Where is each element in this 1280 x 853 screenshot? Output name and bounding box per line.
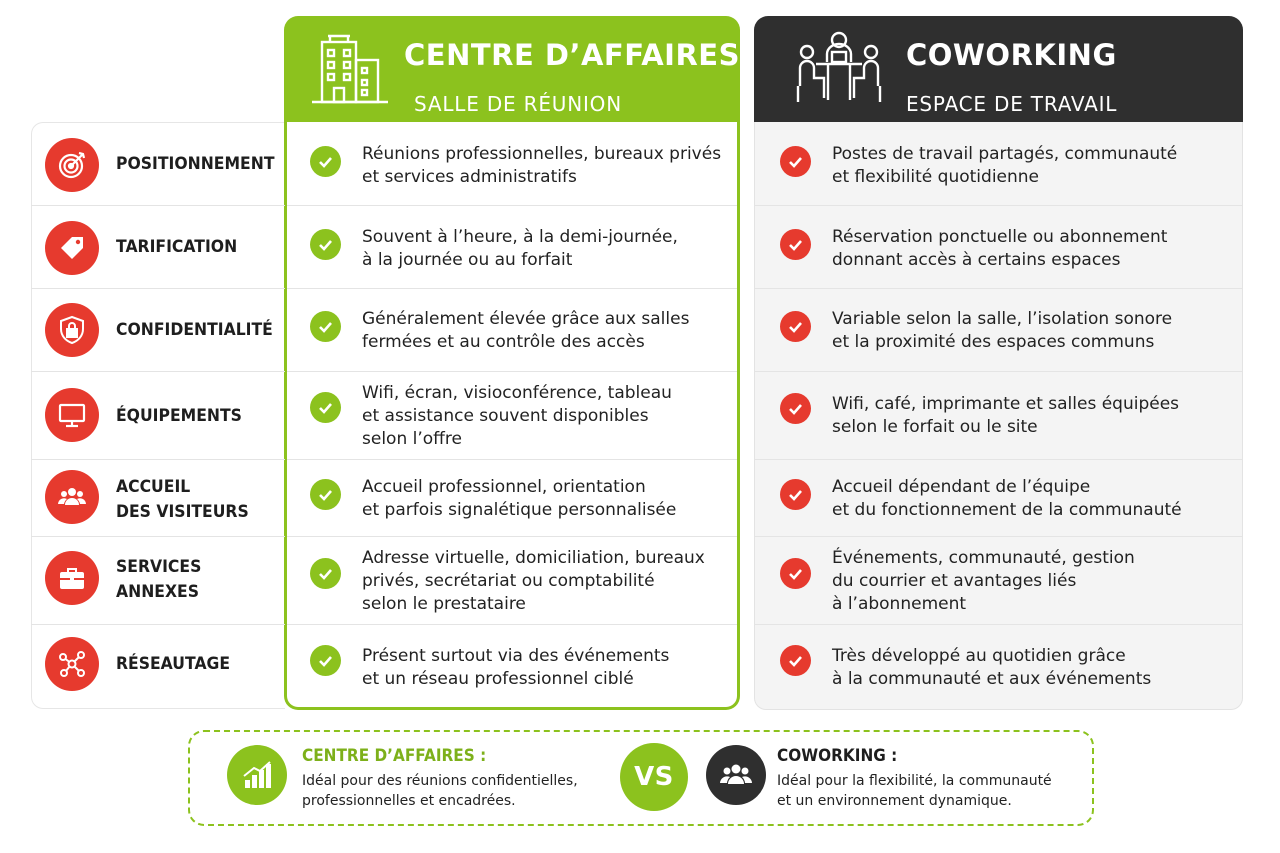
group-icon bbox=[45, 470, 99, 524]
price-tag-icon bbox=[45, 221, 99, 275]
check-icon bbox=[780, 146, 811, 177]
row-divider bbox=[287, 371, 737, 372]
check-icon bbox=[310, 229, 341, 260]
vs-badge: VS bbox=[620, 743, 688, 811]
coworking-subtitle: ESPACE DE TRAVAIL bbox=[906, 92, 1118, 116]
centre-affaires-header bbox=[284, 16, 740, 122]
centre-affaires-title: CENTRE D’AFFAIRES bbox=[404, 38, 740, 72]
people-at-table-icon bbox=[794, 30, 884, 106]
coworking-cell: Très développé au quotidien grâce à la communauté et aux événements bbox=[832, 646, 1152, 689]
centre-affaires-cell: Souvent à l’heure, à la demi-journée, à la journée ou au forfait bbox=[362, 227, 678, 270]
building-icon bbox=[310, 32, 392, 104]
centre-affaires-cell: Généralement élevée grâce aux salles fermées et au contrôle des accès bbox=[362, 309, 690, 352]
row-divider bbox=[287, 536, 737, 537]
row-divider bbox=[755, 288, 1242, 289]
shield-lock-icon bbox=[45, 303, 99, 357]
row-divider bbox=[755, 205, 1242, 206]
coworking-cell: Accueil dépendant de l’équipe et du fonctionnement de la communauté bbox=[832, 477, 1182, 520]
check-icon bbox=[310, 479, 341, 510]
check-icon bbox=[310, 645, 341, 676]
coworking-cell: Postes de travail partagés, communauté et flexibilité quotidienne bbox=[832, 144, 1178, 187]
row-divider bbox=[31, 459, 285, 460]
coworking-title: COWORKING bbox=[906, 38, 1117, 72]
centre-affaires-subtitle: SALLE DE RÉUNION bbox=[414, 92, 622, 116]
category-label: POSITIONNEMENT bbox=[116, 154, 275, 174]
centre-affaires-cell: Réunions professionnelles, bureaux privés et services administratifs bbox=[362, 144, 722, 187]
row-divider bbox=[755, 624, 1242, 625]
check-icon bbox=[780, 558, 811, 589]
coworking-cell: Événements, communauté, gestion du courrier et avantages liés à l’abonnement bbox=[832, 548, 1135, 614]
check-icon bbox=[780, 393, 811, 424]
check-icon bbox=[780, 311, 811, 342]
row-divider bbox=[287, 288, 737, 289]
category-label: ACCUEIL DES VISITEURS bbox=[116, 477, 249, 522]
check-icon bbox=[310, 311, 341, 342]
summary-centre-text: Idéal pour des réunions confidentielles, professionnelles et encadrées. bbox=[302, 773, 578, 809]
row-divider bbox=[31, 288, 285, 289]
check-icon bbox=[310, 558, 341, 589]
centre-affaires-cell: Wifi, écran, visioconférence, tableau et assistance souvent disponibles selon l’offre bbox=[362, 383, 672, 449]
coworking-cell: Réservation ponctuelle ou abonnement donnant accès à certains espaces bbox=[832, 227, 1168, 270]
row-divider bbox=[755, 459, 1242, 460]
network-icon bbox=[45, 637, 99, 691]
summary-coworking-title: COWORKING : bbox=[777, 746, 898, 766]
briefcase-icon bbox=[45, 551, 99, 605]
category-label: CONFIDENTIALITÉ bbox=[116, 320, 273, 340]
row-divider bbox=[31, 371, 285, 372]
coworking-cell: Variable selon la salle, l’isolation sonore et la proximité des espaces communs bbox=[832, 309, 1173, 352]
row-divider bbox=[287, 205, 737, 206]
bar-chart-icon bbox=[227, 745, 287, 805]
check-icon bbox=[310, 146, 341, 177]
row-divider bbox=[755, 371, 1242, 372]
centre-affaires-cell: Adresse virtuelle, domiciliation, bureaux privés, secrétariat ou comptabilité selon le prestataire bbox=[362, 548, 705, 614]
coworking-cell: Wifi, café, imprimante et salles équipées selon le forfait ou le site bbox=[832, 394, 1180, 437]
row-divider bbox=[287, 624, 737, 625]
category-label: ÉQUIPEMENTS bbox=[116, 406, 242, 426]
row-divider bbox=[287, 459, 737, 460]
monitor-icon bbox=[45, 388, 99, 442]
check-icon bbox=[310, 392, 341, 423]
group-icon bbox=[706, 745, 766, 805]
centre-affaires-cell: Accueil professionnel, orientation et parfois signalétique personnalisée bbox=[362, 477, 677, 520]
summary-centre-title: CENTRE D’AFFAIRES : bbox=[302, 746, 487, 766]
coworking-header bbox=[754, 16, 1243, 122]
check-icon bbox=[780, 229, 811, 260]
category-label: RÉSEAUTAGE bbox=[116, 654, 231, 674]
category-label: SERVICES ANNEXES bbox=[116, 557, 202, 602]
row-divider bbox=[31, 205, 285, 206]
summary-coworking-text: Idéal pour la flexibilité, la communauté et un environnement dynamique. bbox=[777, 773, 1052, 809]
row-divider bbox=[755, 536, 1242, 537]
check-icon bbox=[780, 479, 811, 510]
row-divider bbox=[31, 536, 285, 537]
centre-affaires-cell: Présent surtout via des événements et un réseau professionnel ciblé bbox=[362, 646, 670, 689]
target-icon bbox=[45, 138, 99, 192]
category-label: TARIFICATION bbox=[116, 237, 238, 257]
check-icon bbox=[780, 645, 811, 676]
row-divider bbox=[31, 624, 285, 625]
